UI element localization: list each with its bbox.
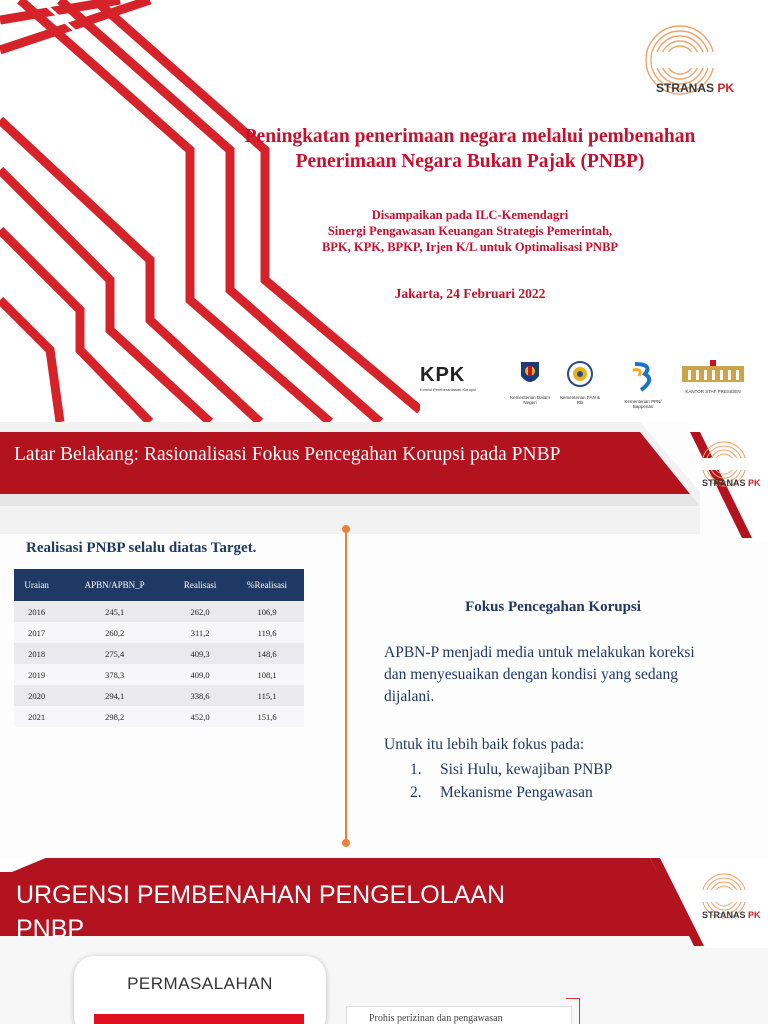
divider-line bbox=[345, 528, 347, 846]
table-cell: 311,2 bbox=[170, 622, 230, 643]
fokus-intro: Untuk itu lebih baik fokus pada: bbox=[384, 736, 585, 753]
stranas-logo-suffix: PK bbox=[717, 81, 735, 95]
bracket-connector bbox=[566, 998, 580, 1024]
ksp-caption: KANTOR STAF PRESIDEN bbox=[685, 389, 741, 394]
pnbp-table bbox=[14, 569, 304, 727]
kpk-logo bbox=[420, 364, 500, 392]
permasalahan-red-bar bbox=[94, 1014, 304, 1024]
table-cell: 262,0 bbox=[170, 601, 230, 622]
table-cell: 151,6 bbox=[230, 706, 304, 727]
ksp-building-icon bbox=[680, 360, 746, 384]
list-item-number: 2. bbox=[410, 784, 422, 801]
stranas-logo-name: STRANAS bbox=[656, 81, 715, 95]
kemenpan-caption: Kementerian PAN & RB bbox=[560, 395, 600, 405]
cover-subtitle-line3: BPK, KPK, BPKP, Irjen K/L untuk Optimalisasi PNBP bbox=[321, 240, 619, 254]
table-row bbox=[14, 706, 304, 727]
note-text: Prohis perizinan dan pengawasan bbox=[369, 1013, 503, 1024]
urgency-slide bbox=[0, 858, 768, 1024]
stranas-logo-suffix: PK bbox=[748, 478, 761, 488]
stranas-logo-suffix: PK bbox=[748, 910, 761, 920]
table-cell: 2017 bbox=[14, 622, 59, 643]
list-item-text: Mekanisme Pengawasan bbox=[440, 784, 593, 801]
fokus-line2: dan menyesuaikan dengan kondisi yang sedang bbox=[384, 666, 678, 683]
kemenpan-logo bbox=[558, 360, 602, 405]
background-slide bbox=[0, 422, 768, 858]
table-row bbox=[14, 685, 304, 706]
divider-dot-bottom bbox=[342, 839, 350, 847]
col-header: APBN/APBN_P bbox=[59, 569, 170, 601]
cover-subtitle-line2: Sinergi Pengawasan Keuangan Strategis Pemerintah, bbox=[327, 224, 613, 238]
fokus-line1: APBN-P menjadi media untuk melakukan koreksi bbox=[384, 644, 695, 661]
fokus-title: Fokus Pencegahan Korupsi bbox=[465, 599, 641, 615]
permasalahan-label: PERMASALAHAN bbox=[127, 974, 273, 993]
cover-subtitle-line1: Disampaikan pada ILC-Kemendagri bbox=[371, 208, 569, 222]
table-cell: 148,6 bbox=[230, 643, 304, 664]
stranas-pk-logo bbox=[700, 440, 760, 490]
slide-header: Latar Belakang: Rasionalisasi Fokus Pencegahan Korupsi pada PNBP bbox=[14, 444, 561, 465]
table-title: Realisasi PNBP selalu diatas Target. bbox=[26, 540, 257, 556]
table-cell: 452,0 bbox=[170, 706, 230, 727]
kemendagri-caption: Kementerian Dalam Negeri bbox=[510, 395, 550, 405]
cover-title-line2: Penerimaan Negara Bukan Pajak (PNBP) bbox=[295, 151, 645, 172]
stranas-pk-logo bbox=[700, 872, 760, 922]
cover-title bbox=[190, 124, 750, 174]
table-cell: 338,6 bbox=[170, 685, 230, 706]
table-cell: 260,2 bbox=[59, 622, 170, 643]
table-row bbox=[14, 601, 304, 622]
table-row bbox=[14, 622, 304, 643]
bappenas-emblem-icon bbox=[629, 360, 657, 392]
kemendagri-emblem-icon bbox=[519, 360, 541, 388]
kemenpan-emblem-icon bbox=[566, 360, 594, 388]
table-cell: 2019 bbox=[14, 664, 59, 685]
stranas-logo-name: STRANAS bbox=[702, 478, 746, 488]
fokus-line3: dijalani. bbox=[384, 688, 435, 705]
table-cell: 115,1 bbox=[230, 685, 304, 706]
list-item-text: Sisi Hulu, kewajiban PNBP bbox=[440, 761, 613, 778]
kpk-logo-text: KPK bbox=[420, 364, 466, 386]
fokus-paragraph bbox=[384, 642, 768, 708]
col-header: Realisasi bbox=[170, 569, 230, 601]
col-header: Uraian bbox=[14, 569, 59, 601]
permasalahan-box bbox=[74, 956, 326, 1024]
divider-dot-top bbox=[342, 525, 350, 533]
list-item-number: 1. bbox=[410, 761, 422, 778]
cover-date: Jakarta, 24 Februari 2022 bbox=[394, 286, 546, 301]
table-header-row bbox=[14, 569, 304, 601]
table-cell: 245,1 bbox=[59, 601, 170, 622]
cover-subtitle bbox=[190, 207, 750, 255]
table-cell: 409,3 bbox=[170, 643, 230, 664]
kemendagri-logo bbox=[508, 360, 552, 405]
cover-title-line1: Peningkatan penerimaan negara melalui pembenahan bbox=[244, 126, 696, 147]
table-cell: 2016 bbox=[14, 601, 59, 622]
table-cell: 298,2 bbox=[59, 706, 170, 727]
table-cell: 106,9 bbox=[230, 601, 304, 622]
slide-header bbox=[16, 878, 505, 946]
kpk-caption: Komisi Pemberantasan Korupsi bbox=[420, 387, 477, 392]
table-cell: 2021 bbox=[14, 706, 59, 727]
table-cell: 2018 bbox=[14, 643, 59, 664]
table-row bbox=[14, 643, 304, 664]
table-row bbox=[14, 664, 304, 685]
note-box bbox=[346, 1006, 572, 1024]
stranas-pk-logo bbox=[644, 22, 744, 98]
table-cell: 409,0 bbox=[170, 664, 230, 685]
table-cell: 294,1 bbox=[59, 685, 170, 706]
ksp-logo bbox=[678, 360, 748, 394]
list-item bbox=[410, 758, 612, 781]
header-band bbox=[0, 422, 768, 542]
list-item bbox=[410, 781, 612, 804]
table-cell: 119,6 bbox=[230, 622, 304, 643]
col-header: %Realisasi bbox=[230, 569, 304, 601]
fokus-list bbox=[410, 758, 612, 804]
slide-header-line1: URGENSI PEMBENAHAN PENGELOLAAN bbox=[16, 881, 506, 909]
table-cell: 108,1 bbox=[230, 664, 304, 685]
bappenas-logo bbox=[618, 360, 668, 409]
bappenas-caption: Kementerian PPN/ Bappenas bbox=[624, 399, 662, 409]
slide-header-line2: PNBP bbox=[16, 915, 85, 943]
table-cell: 2020 bbox=[14, 685, 59, 706]
stranas-logo-name: STRANAS bbox=[702, 910, 746, 920]
cover-slide bbox=[0, 0, 768, 422]
table-cell: 378,3 bbox=[59, 664, 170, 685]
table-cell: 275,4 bbox=[59, 643, 170, 664]
